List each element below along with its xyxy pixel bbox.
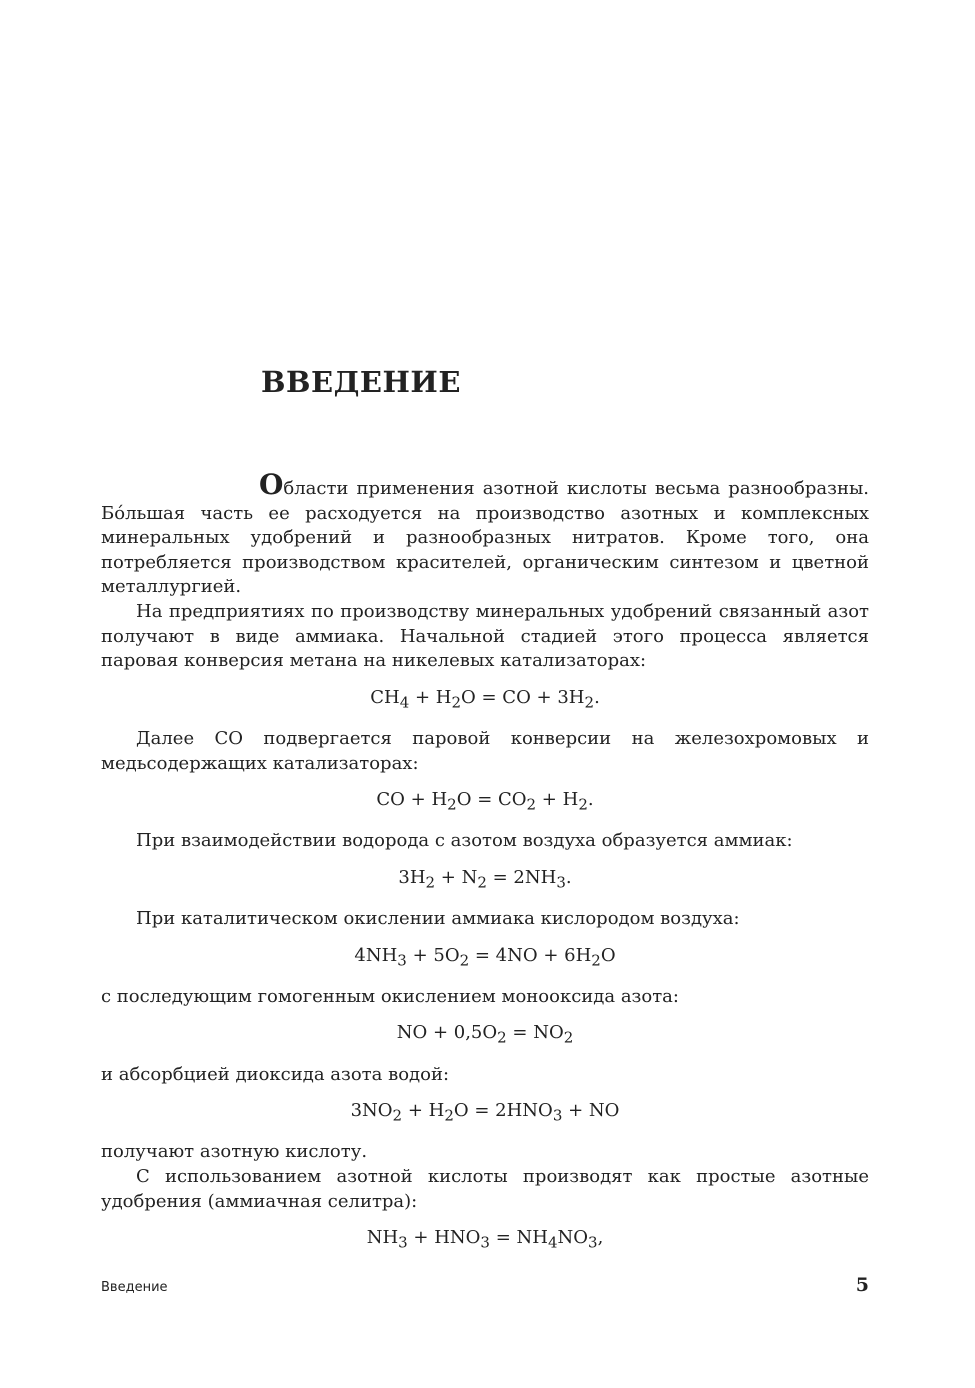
formula-text: + HNO <box>407 1227 481 1249</box>
formula-co-conversion <box>101 776 869 829</box>
formula-subscript: 2 <box>578 795 588 814</box>
formula-text: O <box>600 944 616 966</box>
formula-subscript: 3 <box>397 951 407 970</box>
formula-text: CO + H <box>376 789 448 811</box>
formula-subscript: 2 <box>459 951 470 970</box>
formula-subscript: 2 <box>497 1029 507 1048</box>
formula-text: + H <box>536 789 579 811</box>
formula-subscript: 3 <box>588 1233 598 1252</box>
paragraph-7: и абсорбцией диоксида азота водой: <box>101 1063 450 1085</box>
formula-text: , <box>597 1227 604 1249</box>
running-footer-title: Введение <box>101 1280 168 1295</box>
paragraph-1-text: бласти применения азотной кислоты весьма разнообразны. Бо́льшая часть ее расходуется на производство азотных и комплексных минеральных удобрений и разнообразных нитратов. Кроме того, она потребляется производством красителей, органическим синтезом и цветной металлургией. <box>101 478 869 598</box>
formula-text: CH <box>370 686 400 708</box>
paragraph-5: При каталитическом окислении аммиака кислородом воздуха: <box>136 908 740 930</box>
formula-text: O = CO <box>456 789 527 811</box>
formula-text: O = 2HNO <box>453 1100 553 1122</box>
formula-subscript: 4 <box>399 693 410 712</box>
formula-subscript: 2 <box>425 873 436 892</box>
page-number: 5 <box>855 1274 869 1296</box>
paragraph-3: Далее CO подвергается паровой конверсии на железохромовых и медьсодержащих катализаторах: <box>101 727 869 774</box>
paragraph-2: На предприятиях по производству минеральных удобрений связанный азот получают в виде аммиака. Начальной стадией этого процесса является паровая конверсия метана на никелевых катализаторах: <box>101 600 869 672</box>
formula-text: NH <box>366 1227 399 1249</box>
body-text <box>101 468 869 1267</box>
formula-text: NO + 0,5O <box>396 1022 498 1044</box>
formula-text: . <box>587 789 594 811</box>
formula-no2-absorption <box>101 1087 869 1140</box>
formula-text: + NO <box>562 1100 620 1122</box>
formula-text: = NO <box>506 1022 564 1044</box>
formula-subscript: 2 <box>392 1106 403 1125</box>
formula-text: + H <box>409 686 452 708</box>
formula-text: 3H <box>398 866 426 888</box>
formula-text: + H <box>402 1100 445 1122</box>
paragraph-8: получают азотную кислоту. <box>101 1141 368 1163</box>
formula-ammonia-synthesis <box>101 854 869 907</box>
formula-text: 3NO <box>350 1100 393 1122</box>
formula-ammonium-nitrate <box>101 1214 869 1267</box>
formula-subscript: 3 <box>480 1233 490 1252</box>
formula-subscript: 3 <box>398 1233 408 1252</box>
formula-subscript: 2 <box>444 1106 454 1125</box>
formula-subscript: 3 <box>552 1106 563 1125</box>
formula-subscript: 2 <box>563 1029 574 1048</box>
drop-cap: О <box>259 468 284 501</box>
formula-subscript: 2 <box>451 693 462 712</box>
formula-text: . <box>594 686 600 708</box>
paragraph-4: При взаимодействии водорода с азотом воздуха образуется аммиак: <box>136 830 793 852</box>
formula-no-oxidation <box>101 1009 869 1062</box>
formula-text: NO <box>557 1227 589 1249</box>
formula-subscript: 4 <box>547 1233 558 1252</box>
formula-text: + 5O <box>406 944 460 966</box>
formula-ammonia-oxidation <box>101 932 869 985</box>
formula-subscript: 3 <box>556 873 566 892</box>
formula-text: + N <box>435 866 478 888</box>
chapter-title: ВВЕДЕНИЕ <box>261 365 461 399</box>
formula-text: = 2NH <box>486 866 557 888</box>
formula-text: O = CO + 3H <box>461 686 585 708</box>
formula-text: = NH <box>489 1227 548 1249</box>
formula-subscript: 2 <box>526 795 537 814</box>
formula-subscript: 2 <box>584 693 595 712</box>
formula-methane-conversion <box>101 674 869 727</box>
formula-subscript: 2 <box>447 795 457 814</box>
formula-subscript: 2 <box>591 951 601 970</box>
paragraph-6: с последующим гомогенным окислением монооксида азота: <box>101 985 679 1007</box>
formula-text: . <box>565 866 572 888</box>
paragraph-9: С использованием азотной кислоты производят как простые азотные удобрения (аммиачная селитра): <box>101 1166 869 1212</box>
formula-text: 4NH <box>354 944 398 966</box>
formula-text: = 4NO + 6H <box>469 944 592 966</box>
paragraph-1 <box>101 468 869 600</box>
formula-subscript: 2 <box>477 873 487 892</box>
